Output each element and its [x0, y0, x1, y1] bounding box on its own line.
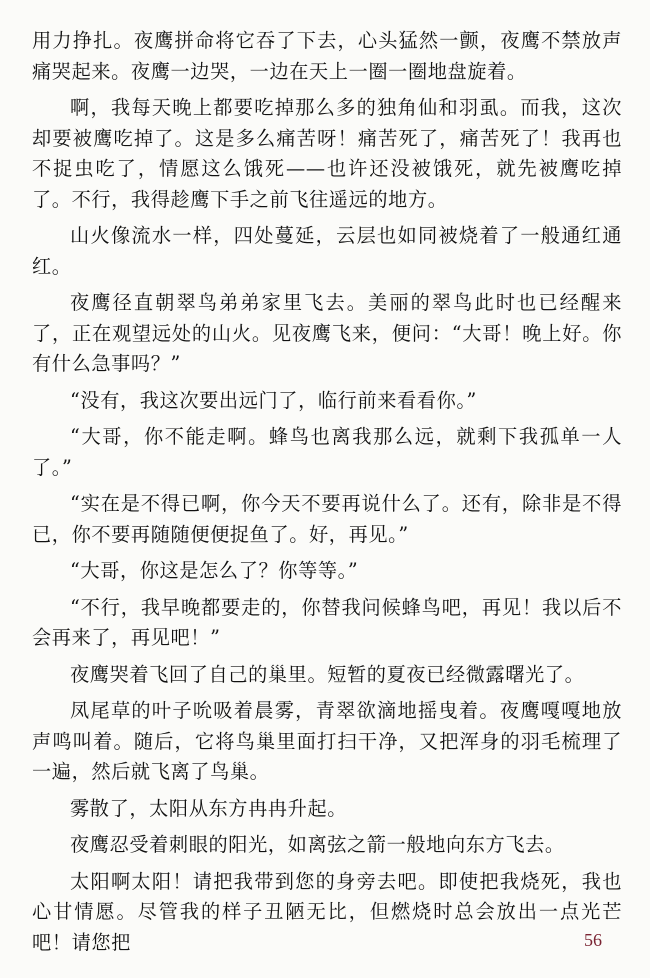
- paragraph-7: “实在是不得已啊，你今天不要再说什么了。还有，除非是不得已，你不要再随随便便捉鱼了。好，再见。”: [32, 492, 622, 546]
- paragraph-2: 啊，我每天晚上都要吃掉那么多的独角仙和羽虱。而我，这次却要被鹰吃掉了。这是多么痛苦呀！痛苦死了，痛苦死了！我再也不捉虫吃了，情愿这么饿死——也许还没被饿死，就先被鹰吃掉了。不行，我得趁鹰下手之前飞往遥远的地方。: [32, 96, 622, 211]
- paragraph-11: 凤尾草的叶子吮吸着晨雾，青翠欲滴地摇曳着。夜鹰嘎嘎地放声鸣叫着。随后，它将鸟巢里面打扫干净，又把浑身的羽毛梳理了一遍，然后就飞离了鸟巢。: [32, 699, 622, 783]
- paragraph-1: 用力挣扎。夜鹰拼命将它吞了下去，心头猛然一颤，夜鹰不禁放声痛哭起来。夜鹰一边哭，一边在天上一圈一圈地盘旋着。: [32, 29, 622, 83]
- paragraph-6: “大哥，你不能走啊。蜂鸟也离我那么远，就剩下我孤单一人了。”: [32, 425, 622, 479]
- paragraph-4: 夜鹰径直朝翠鸟弟弟家里飞去。美丽的翠鸟此时也已经醒来了，正在观望远处的山火。见夜鹰飞来，便问：“大哥！晚上好。你有什么急事吗？”: [32, 291, 622, 375]
- page-number: 56: [584, 930, 602, 950]
- body-text: [32, 26, 622, 964]
- paragraph-12: 雾散了，太阳从东方冉冉升起。: [70, 796, 348, 820]
- paragraph-8: “大哥，你这是怎么了？你等等。”: [70, 559, 359, 582]
- paragraph-3: 山火像流水一样，四处蔓延，云层也如同被烧着了一般通红通红。: [32, 224, 622, 278]
- paragraph-14: 太阳啊太阳！请把我带到您的身旁去吧。即使把我烧死，我也心甘情愿。尽管我的样子丑陋无比，但燃烧时总会放出一点光芒吧！请您把: [32, 869, 622, 954]
- paragraph-9: “不行，我早晚都要走的，你替我问候蜂鸟吧，再见！我以后不会再来了，再见吧！”: [32, 595, 622, 649]
- paragraph-5: “没有，我这次要出远门了，临行前来看看你。”: [70, 388, 477, 412]
- paragraph-13: 夜鹰忍受着刺眼的阳光，如离弦之箭一般地向东方飞去。: [70, 833, 565, 856]
- paragraph-10: 夜鹰哭着飞回了自己的巢里。短暂的夏夜已经微露曙光了。: [70, 662, 585, 686]
